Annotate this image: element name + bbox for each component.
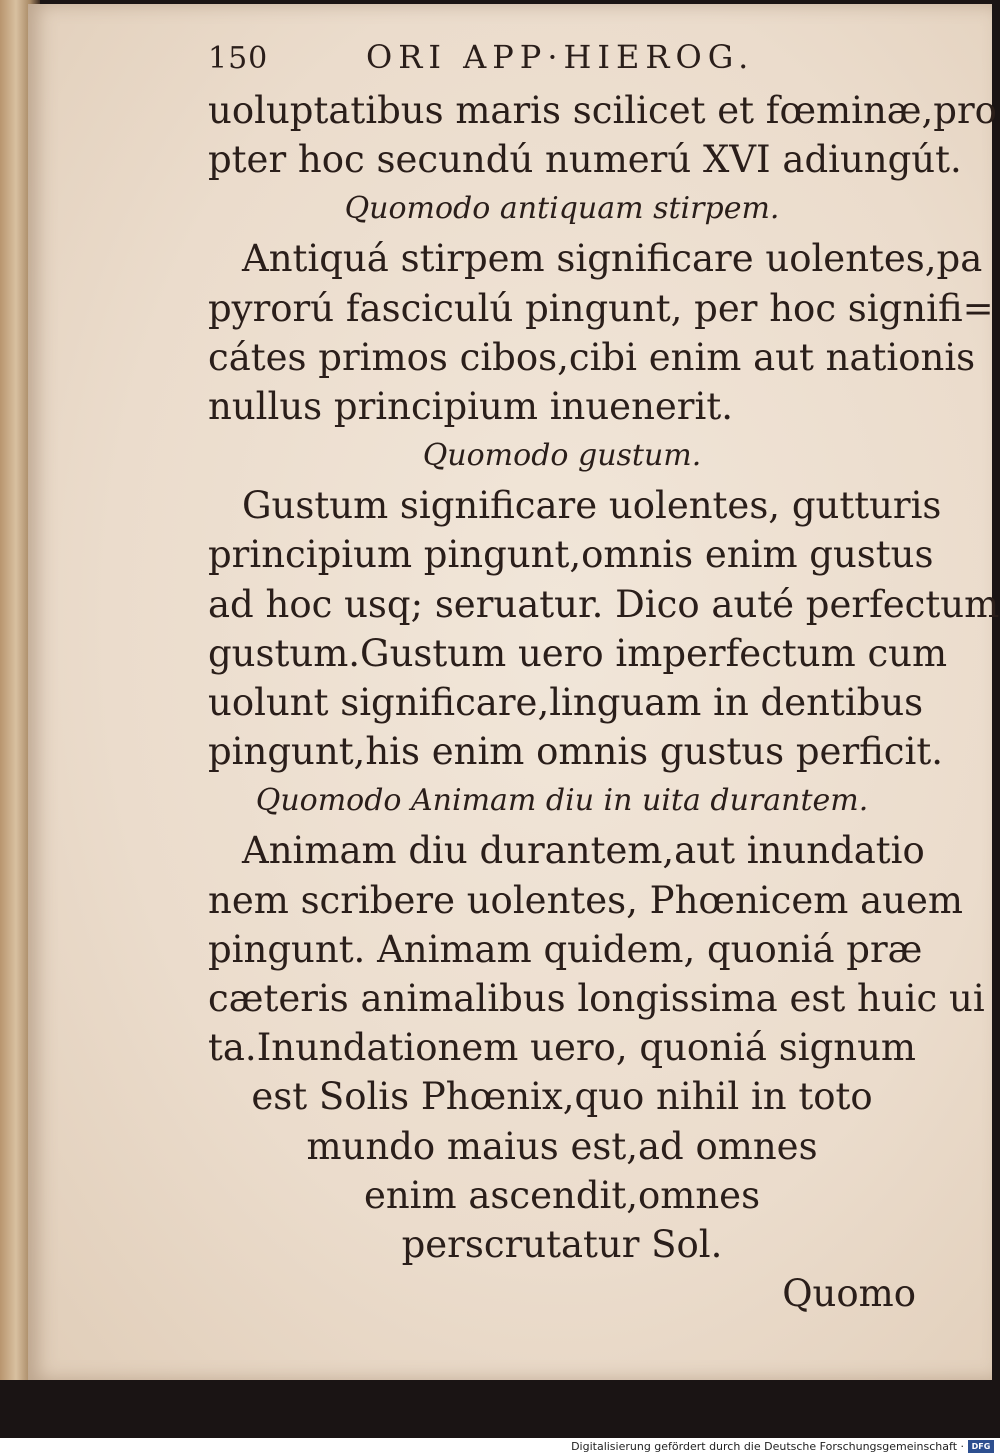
text-line: ta.Inundationem uero, quoniá signum bbox=[208, 1026, 916, 1070]
text-line: gustum.Gustum uero imperfectum cum bbox=[208, 631, 948, 675]
digitization-footer bbox=[0, 1438, 1000, 1456]
page-header bbox=[208, 38, 916, 86]
text-line: est Solis Phœnix,quo nihil in toto bbox=[251, 1075, 873, 1119]
text-line: mundo maius est,ad omnes bbox=[306, 1124, 818, 1168]
section-heading: Quomodo gustum. bbox=[422, 438, 702, 474]
text-line: cæteris animalibus longissima est huic ui bbox=[208, 977, 985, 1021]
text-line: Animam diu durantem,aut inundatio bbox=[242, 829, 925, 873]
dfg-logo: DFG bbox=[968, 1440, 994, 1453]
text-line: Antiquá stirpem significare uolentes,pa bbox=[242, 237, 983, 281]
text-line: uolunt significare,linguam in dentibus bbox=[208, 681, 924, 725]
section-heading: Quomodo Animam diu in uita durantem. bbox=[255, 783, 869, 819]
page-number: 150 bbox=[208, 41, 269, 76]
text-line: pter hoc secundú numerú XVI adiungút. bbox=[208, 138, 962, 182]
text-line: enim ascendit,omnes bbox=[363, 1173, 761, 1217]
text-line: ad hoc usq; seruatur. Dico auté perfectum bbox=[208, 582, 1000, 626]
book-page bbox=[28, 4, 1000, 1380]
text-line: principium pingunt,omnis enim gustus bbox=[208, 533, 934, 577]
text-line: Gustum significare uolentes, gutturis bbox=[242, 484, 942, 528]
running-title: ORI APP·HIEROG. bbox=[366, 38, 755, 76]
text-line: pingunt. Animam quidem, quoniá præ bbox=[208, 927, 923, 971]
section-heading: Quomodo antiquam stirpem. bbox=[344, 191, 780, 227]
text-line: perscrutatur Sol. bbox=[401, 1223, 723, 1267]
text-line: cátes primos cibos,cibi enim aut nationis bbox=[208, 335, 976, 379]
text-body bbox=[208, 86, 1000, 1318]
text-line: nem scribere uolentes, Phœnicem auem bbox=[208, 878, 963, 922]
text-line: nullus principium inuenerit. bbox=[208, 385, 733, 429]
page-content bbox=[208, 38, 1000, 1318]
text-line: Quomo bbox=[782, 1272, 916, 1316]
text-line: pyrorú fasciculú pingunt, per hoc signifi= bbox=[208, 286, 994, 330]
text-line: uoluptatibus maris scilicet et fœminæ,pro bbox=[208, 89, 997, 132]
text-line: pingunt,his enim omnis gustus perficit. bbox=[208, 730, 943, 774]
footer-credit: Digitalisierung gefördert durch die Deutsche Forschungsgemeinschaft · bbox=[571, 1440, 964, 1453]
